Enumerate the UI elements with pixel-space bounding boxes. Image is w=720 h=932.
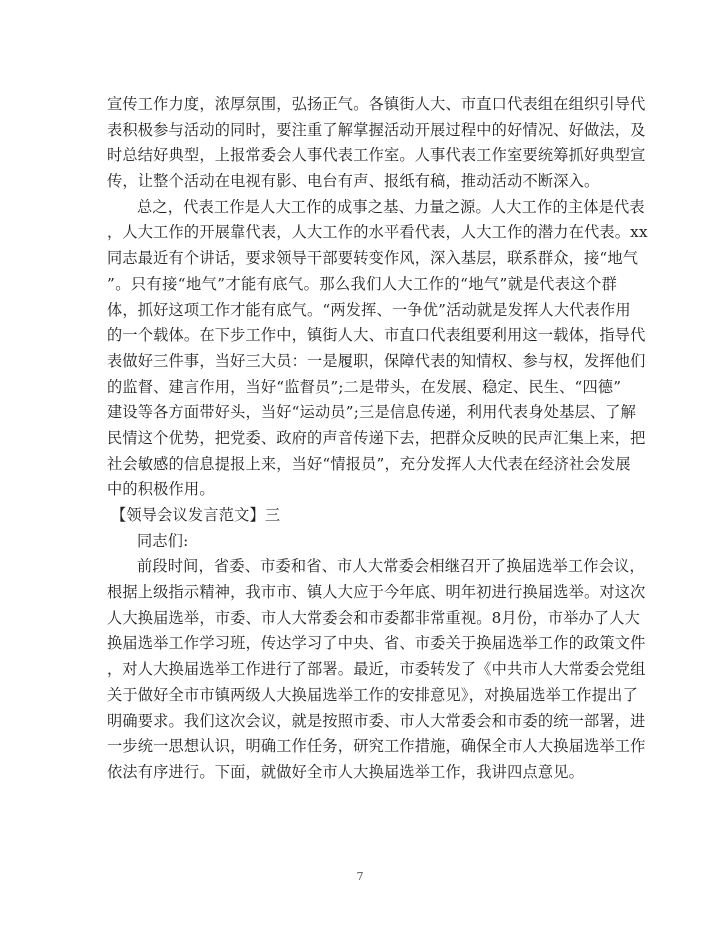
text-line: 的一个载体。在下步工作中，镇街人大、市直口代表组要利用这一载体，指导代 <box>107 326 646 345</box>
text-line: 同志们: <box>137 531 189 550</box>
text-line: ，人大工作的开展靠代表，人大工作的水平看代表，人大工作的潜力在代表。xx <box>107 223 648 242</box>
text-line: 依法有序进行。下面，就做好全市人大换届选举工作，我讲四点意见。 <box>107 762 585 781</box>
text-line: 社会敏感的信息提报上来，当好“情报员”，充分发挥人大代表在经济社会发展 <box>107 454 631 473</box>
text-line: ”。只有接“地气”才能有底气。那么我们人大工作的“地气”就是代表这个群 <box>107 274 617 293</box>
text-line: 前段时间，省委、市委和省、市人大常委会相继召开了换届选举工作会议， <box>137 557 645 576</box>
text-line: 表做好三件事，当好三大员：一是履职，保障代表的知情权、参与权，发挥他们 <box>107 351 646 370</box>
text-line: 的监督、建言作用，当好“监督员”;二是带头，在发展、稳定、民生、“四德” <box>107 377 622 396</box>
text-line: ，对人大换届选举工作进行了部署。最近，市委转发了《中共市人大常委会党组 <box>107 660 646 679</box>
text-line: 明确要求。我们这次会议，就是按照市委、市人大常委会和市委的统一部署，进 <box>107 711 646 730</box>
text-line: 表积极参与活动的同时，要注重了解掌握活动开展过程中的好情况、好做法，及 <box>107 120 646 139</box>
text-line: 中的积极作用。 <box>107 480 215 499</box>
text-line: 体，抓好这项工作才能有底气。“两发挥、一争优”活动就是发挥人大代表作用 <box>107 300 631 319</box>
text-line: 根据上级指示精神，我市市、镇人大应于今年底、明年初进行换届选举。对这次 <box>107 583 646 602</box>
text-line: 建设等各方面带好头，当好“运动员”;三是信息传递，利用代表身处基层、了解 <box>107 403 637 422</box>
text-line: 换届选举工作学习班，传达学习了中央、省、市委关于换届选举工作的政策文件 <box>107 634 646 653</box>
text-line: 一步统一思想认识，明确工作任务，研究工作措施，确保全市人大换届选举工作 <box>107 737 646 756</box>
document-body <box>107 92 648 786</box>
text-line: 民情这个优势，把党委、政府的声音传递下去，把群众反映的民声汇集上来，把 <box>107 428 646 447</box>
text-line: 关于做好全市市镇两级人大换届选举工作的安排意见》，对换届选举工作提出了 <box>107 685 638 704</box>
text-line: 人大换届选举，市委、市人大常委会和市委都非常重视。8月份，市举办了人大 <box>107 608 641 627</box>
page-number: 7 <box>356 870 364 883</box>
text-line: 总之，代表工作是人大工作的成事之基、力量之源。人大工作的主体是代表 <box>137 197 645 216</box>
section-heading: 【领导会议发言范文】三 <box>111 506 281 524</box>
text-line: 时总结好典型，上报常委会人事代表工作室。人事代表工作室要统筹抓好典型宣 <box>107 146 646 165</box>
text-line: 同志最近有个讲话，要求领导干部要转变作风，深入基层，联系群众，接“地气 <box>107 249 639 268</box>
text-line: 传，让整个活动在电视有影、电台有声、报纸有稿，推动活动不断深入。 <box>107 172 600 191</box>
text-line: 宣传工作力度，浓厚氛围，弘扬正气。各镇街人大、市直口代表组在组织引导代 <box>107 95 646 113</box>
